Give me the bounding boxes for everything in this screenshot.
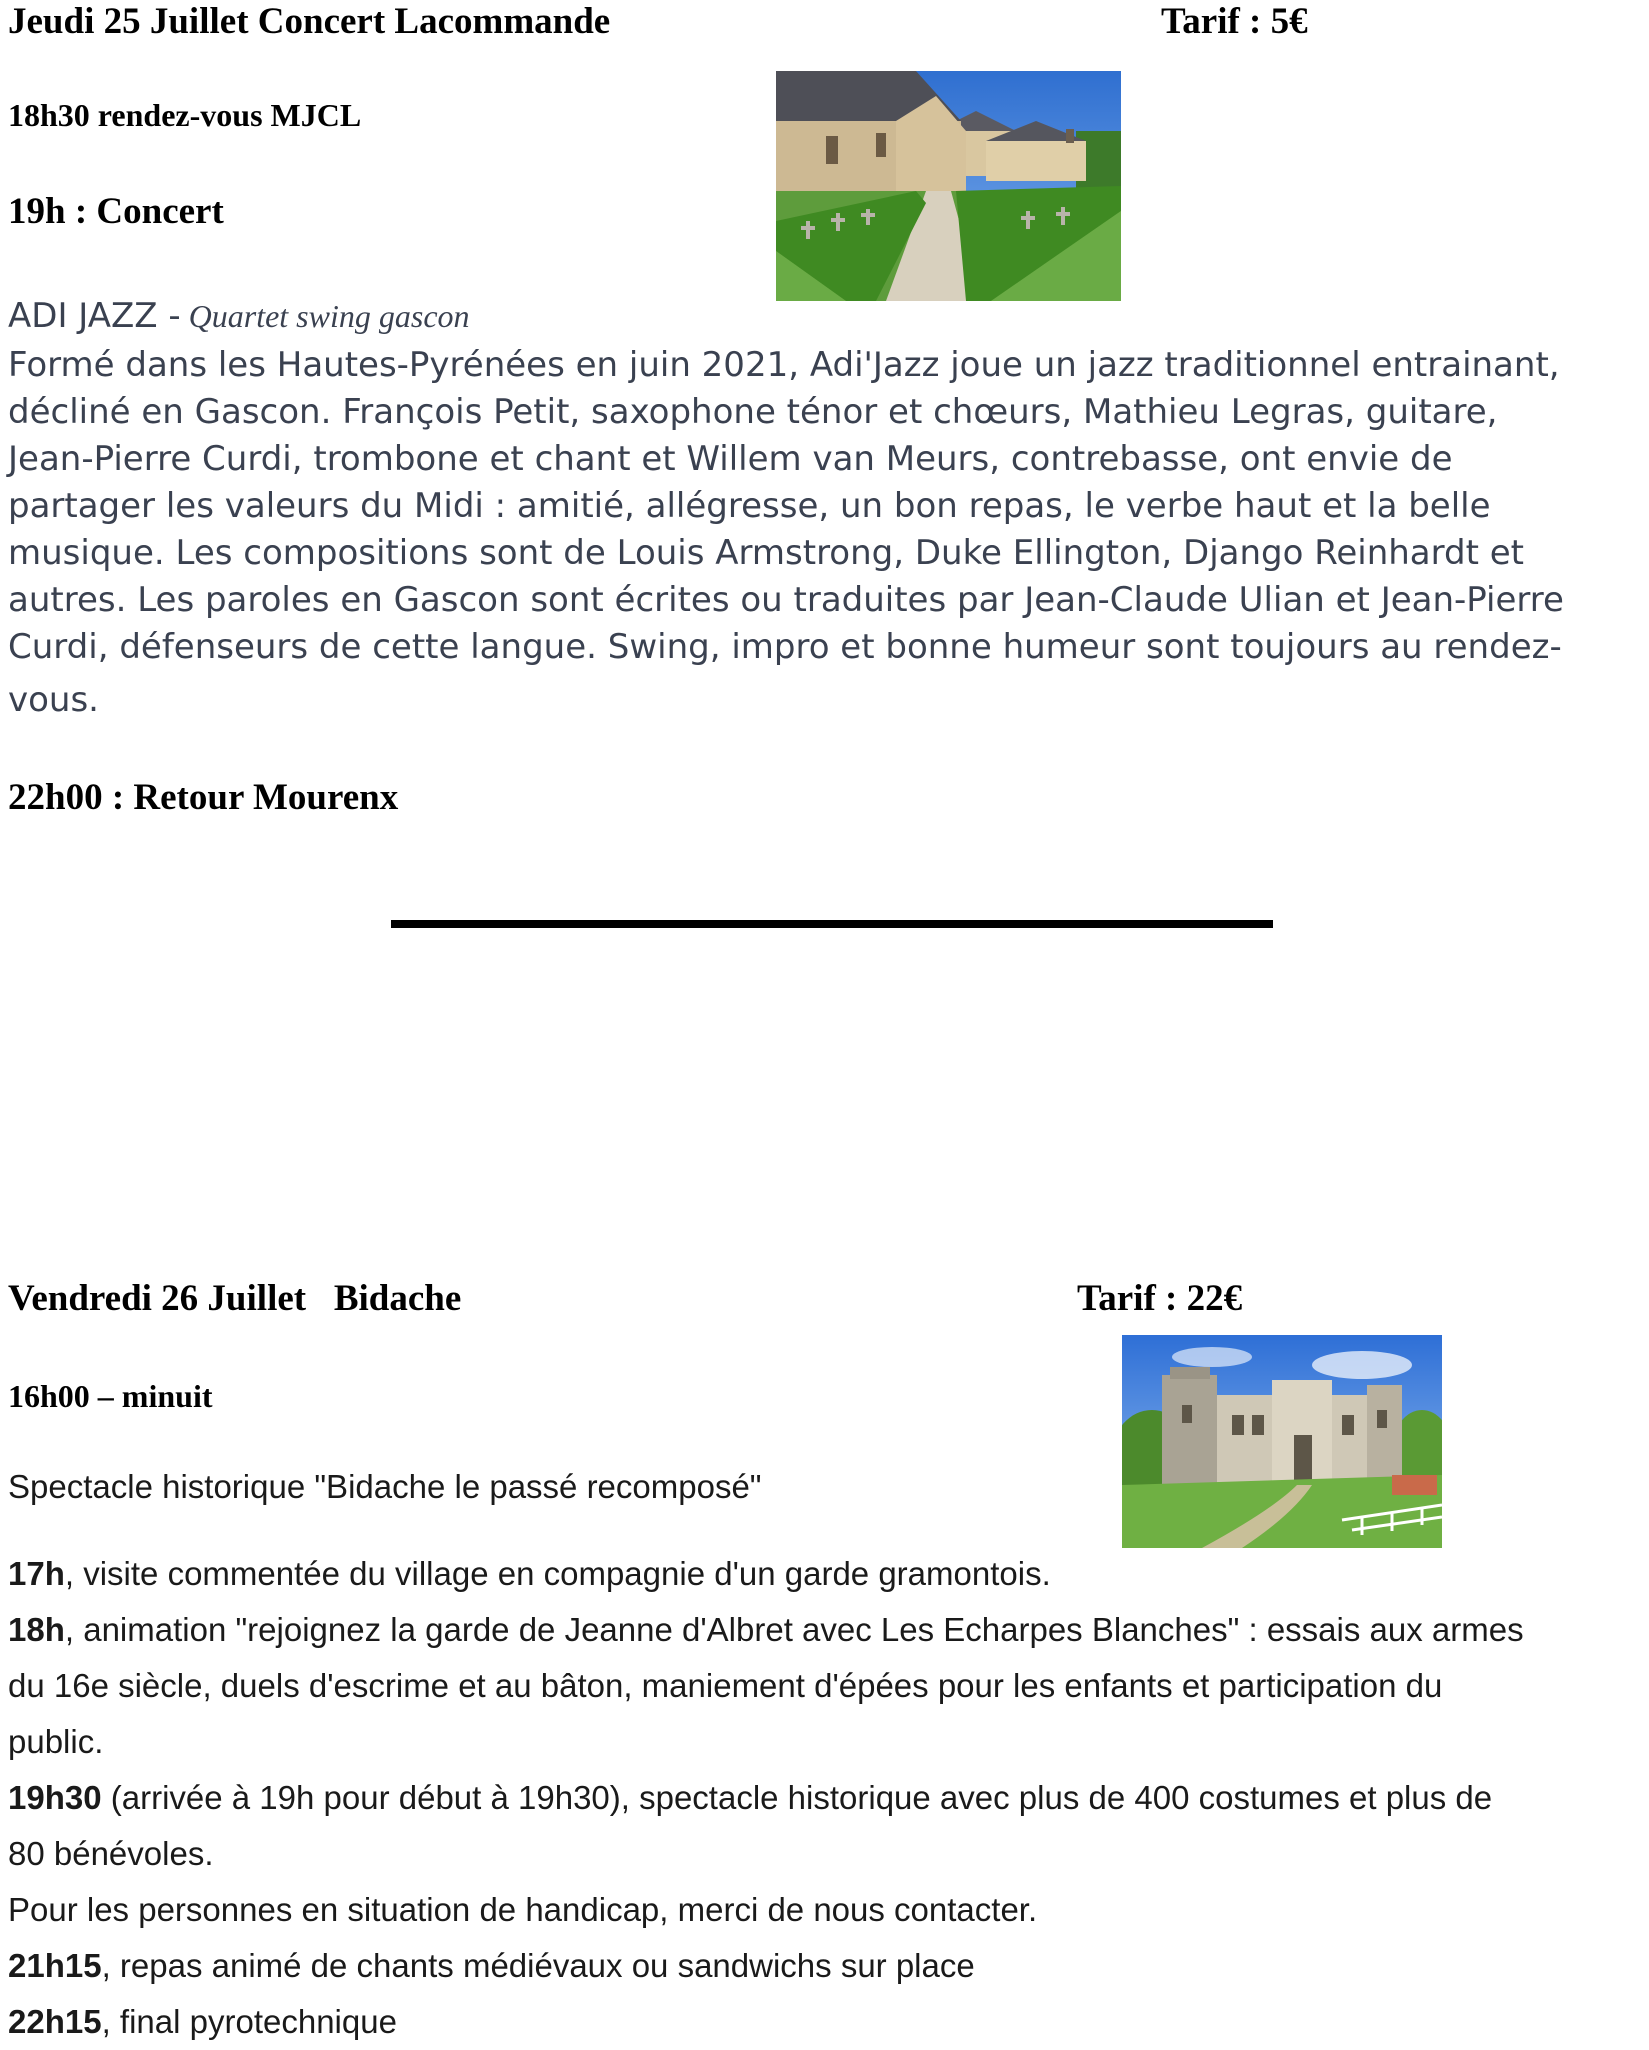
event2-title: Vendredi 26 Juillet Bidache [8, 1278, 462, 1319]
description-line: vous. [8, 680, 99, 720]
schedule-item: 80 bénévoles. [8, 1835, 214, 1872]
description-line: Jean-Pierre Curdi, trombone et chant et Willem van Meurs, contrebasse, ont envie de [8, 439, 1453, 479]
event1-retour: 22h00 : Retour Mourenx [8, 777, 399, 818]
section-divider [391, 920, 1273, 928]
schedule-item: du 16e siècle, duels d'escrime et au bâton, maniement d'épées pour les enfants et participation du [8, 1667, 1443, 1704]
event1-rdv: 18h30 rendez-vous MJCL [8, 97, 362, 133]
schedule-item [8, 1994, 1638, 2050]
castle-ruins-photo [1122, 1335, 1442, 1548]
schedule-item [8, 1602, 1638, 1658]
description-line: autres. Les paroles en Gascon sont écrites ou traduites par Jean-Claude Ulian et Jean-Pierre [8, 580, 1564, 620]
abbey-garden-photo [776, 71, 1121, 301]
event1-concert-time: 19h : Concert [8, 191, 224, 232]
schedule-text: , repas animé de chants médiévaux ou sandwichs sur place [101, 1947, 975, 1984]
event1-tarif: Tarif : 5€ [1161, 1, 1308, 42]
schedule-text: , visite commentée du village en compagnie d'un garde gramontois. [64, 1555, 1051, 1592]
band-name: ADI JAZZ - [8, 296, 181, 336]
schedule-item [8, 1770, 1638, 1826]
schedule-text: , final pyrotechnique [101, 2003, 397, 2040]
event2-spectacle: Spectacle historique "Bidache le passé recomposé" [8, 1468, 762, 1505]
schedule-time: 22h15 [8, 2003, 102, 2040]
event2-hours: 16h00 – minuit [8, 1378, 213, 1414]
description-line: musique. Les compositions sont de Louis Armstrong, Duke Ellington, Django Reinhardt et [8, 533, 1524, 573]
schedule-item [8, 1546, 1638, 1602]
schedule-time: 21h15 [8, 1947, 102, 1984]
event1-title: Jeudi 25 Juillet Concert Lacommande [8, 1, 611, 42]
description-line: Curdi, défenseurs de cette langue. Swing, impro et bonne humeur sont toujours au rendez- [8, 627, 1562, 667]
band-line [8, 296, 470, 336]
schedule-item [8, 1938, 1638, 1994]
event2-tarif: Tarif : 22€ [1077, 1278, 1243, 1319]
schedule-item: Pour les personnes en situation de handicap, merci de nous contacter. [8, 1891, 1038, 1928]
band-description [8, 342, 1633, 724]
schedule-item: public. [8, 1723, 104, 1760]
description-line: partager les valeurs du Midi : amitié, allégresse, un bon repas, le verbe haut et la belle [8, 486, 1491, 526]
band-subtitle: Quartet swing gascon [188, 298, 470, 334]
event2-schedule [8, 1546, 1638, 2050]
schedule-text: , animation "rejoignez la garde de Jeanne d'Albret avec Les Echarpes Blanches" : essais aux armes [64, 1611, 1524, 1648]
description-line: décliné en Gascon. François Petit, saxophone ténor et chœurs, Mathieu Legras, guitare, [8, 392, 1498, 432]
schedule-text: (arrivée à 19h pour début à 19h30), spectacle historique avec plus de 400 costumes et plus de [101, 1779, 1493, 1816]
schedule-time: 19h30 [8, 1779, 102, 1816]
schedule-time: 18h [8, 1611, 65, 1648]
description-line: Formé dans les Hautes-Pyrénées en juin 2021, Adi'Jazz joue un jazz traditionnel entrainant, [8, 345, 1560, 385]
schedule-time: 17h [8, 1555, 65, 1592]
